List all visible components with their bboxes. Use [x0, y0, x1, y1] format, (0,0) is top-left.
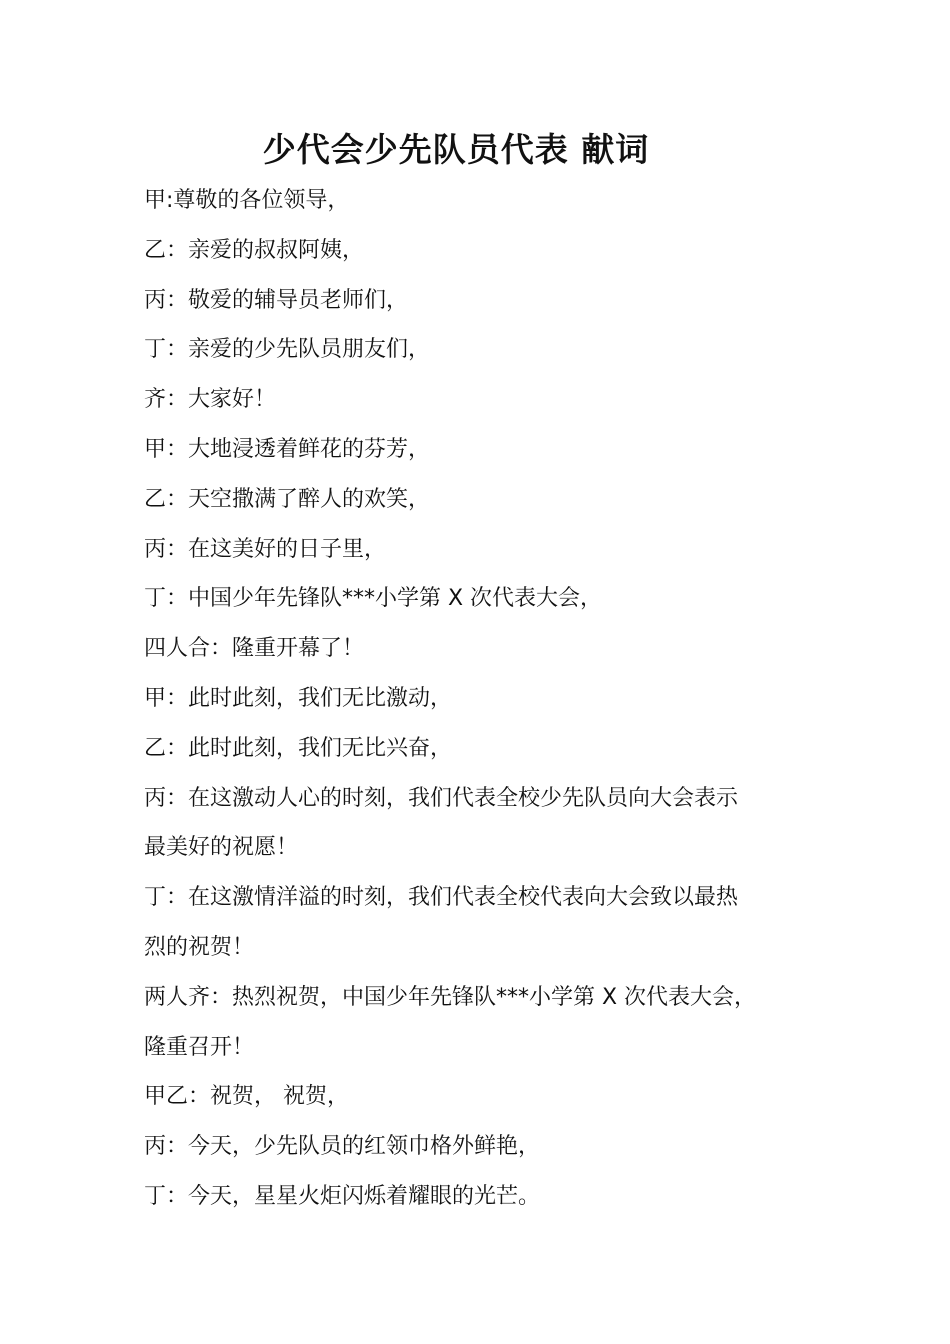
- text-line: 烈的祝贺！: [144, 934, 255, 960]
- text-line: 齐：大家好！: [144, 387, 277, 413]
- text-line: 两人齐：热烈祝贺，中国少年先锋队***小学第 X 次代表大会，: [144, 984, 757, 1010]
- text-line: 甲：此时此刻，我们无比激动，: [144, 685, 453, 711]
- text-line: 丁：中国少年先锋队***小学第 X 次代表大会，: [144, 586, 603, 612]
- text-line: 丁：今天，星星火炬闪烁着耀眼的光芒。: [144, 1183, 541, 1209]
- text-line: 丁：亲爱的少先队员朋友们，: [144, 337, 431, 363]
- text-line: 丁：在这激情洋溢的时刻，我们代表全校代表向大会致以最热: [144, 885, 739, 911]
- text-line: 甲：大地浸透着鲜花的芬芳，: [144, 436, 431, 462]
- text-line: 四人合：隆重开幕了！: [144, 636, 365, 662]
- text-line: 最美好的祝愿！: [144, 835, 299, 861]
- text-line: 丙：今天，少先队员的红领巾格外鲜艳，: [144, 1134, 541, 1160]
- text-line: 乙：此时此刻，我们无比兴奋，: [144, 735, 453, 761]
- text-line: 乙：天空撒满了醉人的欢笑，: [144, 486, 431, 512]
- text-line: 隆重召开！: [144, 1034, 255, 1060]
- document-body: [144, 176, 812, 1222]
- text-line: 丙：敬爱的辅导员老师们，: [144, 287, 409, 313]
- text-line: 乙：亲爱的叔叔阿姨，: [144, 237, 365, 263]
- text-line: 丙：在这美好的日子里，: [144, 536, 387, 562]
- text-line: 甲乙：祝贺， 祝贺，: [144, 1084, 349, 1110]
- text-line: 丙：在这激动人心的时刻，我们代表全校少先队员向大会表示: [144, 785, 739, 811]
- document-title: 少代会少先队员代表 献词: [262, 130, 650, 169]
- text-line: 甲:尊敬的各位领导，: [144, 188, 350, 213]
